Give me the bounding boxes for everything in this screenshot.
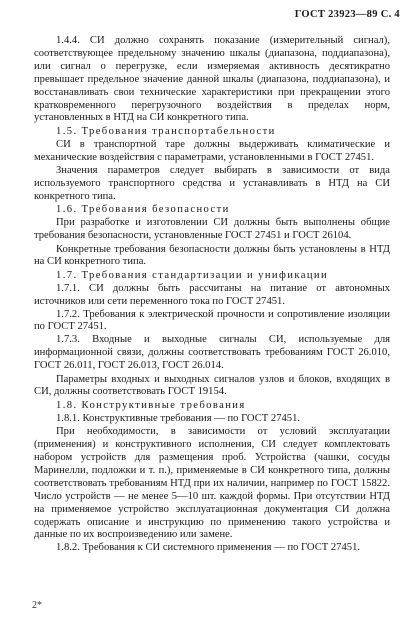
heading-1-8: 1.8. Конструктивные требования [56, 399, 246, 411]
paragraph-1-7-2: 1.7.2. Требования к электрической прочности и сопротивление изоляции по ГОСТ 27451. [34, 308, 390, 333]
paragraph: При разработке и изготовлении СИ должны быть выполнены общие требования безопасности, установленные ГОСТ 27451 и ГОСТ 26104. [34, 217, 390, 242]
document-header: ГОСТ 23923—89 С. 4 [294, 9, 400, 20]
paragraph: Значения параметров следует выбирать в зависимости от вида используемого транспортного средства и устанавливать в НТД на СИ конкретного типа. [34, 165, 390, 202]
paragraph-1-8-1: 1.8.1. Конструктивные требования — по ГОСТ 27451. [56, 412, 301, 424]
paragraph-1-7-3: 1.7.3. Входные и выходные сигналы СИ, используемые для информационной связи, должны соответствовать требованиям ГОСТ 26.010, ГОСТ 26.011, ГОСТ 26.013, ГОСТ 26.014. [34, 334, 390, 372]
paragraph: Параметры входных и выходных сигналов узлов и блоков, входящих в СИ, должны соответствовать ГОСТ 19154. [34, 373, 390, 398]
page-signature-mark: 2* [32, 600, 42, 611]
paragraph-1-4-4: 1.4.4. СИ должно сохранять показание (измерительный сигнал), соответствующее предельному значению шкалы (диапазона, поддиапазона), или сигнал о перегрузке, если измеряемая активность десятикратно превышает предельное значение данной шкалы (диапазона, поддиапазона), и восстанавливать свои технические характеристики при прекращении этого кратковременного перегрузочного воздействия в пределах норм, установленных в НТД на СИ конкретного типа. [34, 35, 390, 124]
paragraph-1-7-1: 1.7.1. СИ должны быть рассчитаны на питание от автономных источников или сети переменного тока по ГОСТ 27451. [34, 282, 390, 307]
document-body [34, 35, 390, 555]
heading-1-7: 1.7. Требования стандартизации и унификации [56, 269, 329, 281]
heading-1-6: 1.6. Требования безопасности [56, 204, 230, 216]
paragraph: СИ в транспортной таре должны выдерживать климатические и механические воздействия с параметрами, установленными в ГОСТ 27451. [34, 138, 390, 163]
paragraph: При необходимости, в зависимости от условий эксплуатации (применения) и конструктивного исполнения, СИ следует комплектовать набором устройств для размещения проб. Устройства (чашки, сосуды Маринелли, подложки и т. п.), применяемые в СИ конкретного типа, должны соответствовать требованиям НТД при их наличии, например по ГОСТ 15822. Число устройств — не менее 5—10 шт. каждой формы. При отсутствии НТД на применяемое устройство эксплуатационная документация СИ должна содержать описание и инструкцию по применению такого устройства и данные по их воспроизведению или замене. [34, 426, 390, 541]
paragraph: Конкретные требования безопасности должны быть установлены в НТД на СИ конкретного типа. [34, 243, 390, 268]
paragraph-1-8-2: 1.8.2. Требования к СИ системного применения — по ГОСТ 27451. [56, 542, 361, 554]
heading-1-5: 1.5. Требования транспортабельности [56, 125, 276, 137]
